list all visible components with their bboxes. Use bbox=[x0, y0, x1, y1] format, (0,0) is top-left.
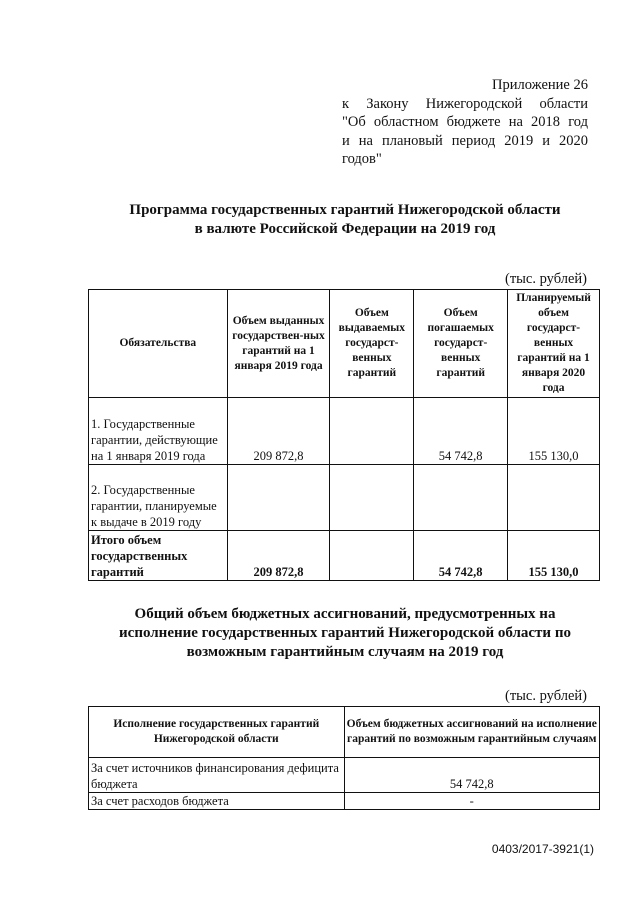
section2-title-line: исполнение государственных гарантий Нижегородской области по bbox=[119, 625, 571, 641]
table-cell: - bbox=[344, 793, 599, 810]
table-cell: 209 872,8 bbox=[227, 398, 330, 465]
table-row bbox=[89, 793, 600, 810]
annex-line: к Закону Нижегородской области bbox=[342, 95, 588, 112]
section2-title-line: возможным гарантийным случаям на 2019 год bbox=[186, 644, 504, 660]
annex-line: годов" bbox=[342, 151, 382, 167]
table-cell: 155 130,0 bbox=[508, 398, 600, 465]
section2-title bbox=[60, 605, 630, 662]
row-label: За счет расходов бюджета bbox=[89, 793, 345, 810]
annex-line: "Об областном бюджете на 2018 год bbox=[342, 114, 588, 130]
column-header: Объем выданных государствен-ных гарантий на 1 января 2019 года bbox=[227, 290, 330, 398]
row-label: 1. Государственные гарантии, действующие на 1 января 2019 года bbox=[89, 398, 228, 465]
table-total-row bbox=[89, 531, 600, 581]
column-header: Обязательства bbox=[89, 290, 228, 398]
row-label: 2. Государственные гарантии, планируемые к выдаче в 2019 году bbox=[89, 465, 228, 531]
table-cell bbox=[330, 398, 414, 465]
row-label: За счет источников финансирования дефицита бюджета bbox=[89, 758, 345, 793]
table-header-row bbox=[89, 290, 600, 398]
row-label: Итого объем государственных гарантий bbox=[89, 531, 228, 581]
section1-title bbox=[60, 201, 630, 239]
table-cell bbox=[227, 465, 330, 531]
annex-number: Приложение 26 bbox=[492, 77, 588, 93]
table-cell bbox=[508, 465, 600, 531]
table-row bbox=[89, 758, 600, 793]
table-cell bbox=[330, 465, 414, 531]
section1-units: (тыс. рублей) bbox=[505, 271, 587, 287]
column-header: Исполнение государственных гарантий Нижегородской области bbox=[89, 707, 345, 758]
section2-units: (тыс. рублей) bbox=[505, 688, 587, 704]
table-cell: 54 742,8 bbox=[344, 758, 599, 793]
table-header-row bbox=[89, 707, 600, 758]
table-cell bbox=[414, 465, 508, 531]
section1-title-line: в валюте Российской Федерации на 2019 год bbox=[194, 221, 496, 237]
annex-line: и на плановый период 2019 и 2020 bbox=[342, 132, 588, 149]
table-cell: 155 130,0 bbox=[508, 531, 600, 581]
table-cell: 54 742,8 bbox=[414, 398, 508, 465]
table-cell bbox=[330, 531, 414, 581]
budget-allocations-table bbox=[88, 706, 600, 810]
column-header: Планируемый объем государст-венных гарантий на 1 января 2020 года bbox=[508, 290, 600, 398]
annex-header bbox=[342, 76, 588, 169]
table-row bbox=[89, 398, 600, 465]
column-header: Объем бюджетных ассигнований на исполнение гарантий по возможным гарантийным случаям bbox=[344, 707, 599, 758]
section1-title-line: Программа государственных гарантий Нижегородской области bbox=[129, 202, 561, 218]
column-header: Объем выдаваемых государст-венных гарантий bbox=[330, 290, 414, 398]
table-cell: 209 872,8 bbox=[227, 531, 330, 581]
table-row bbox=[89, 465, 600, 531]
section2-title-line: Общий объем бюджетных ассигнований, предусмотренных на bbox=[134, 606, 556, 622]
document-code: 0403/2017-3921(1) bbox=[491, 842, 594, 856]
column-header: Объем погашаемых государст-венных гарантий bbox=[414, 290, 508, 398]
guarantees-program-table bbox=[88, 289, 600, 581]
table-cell: 54 742,8 bbox=[414, 531, 508, 581]
